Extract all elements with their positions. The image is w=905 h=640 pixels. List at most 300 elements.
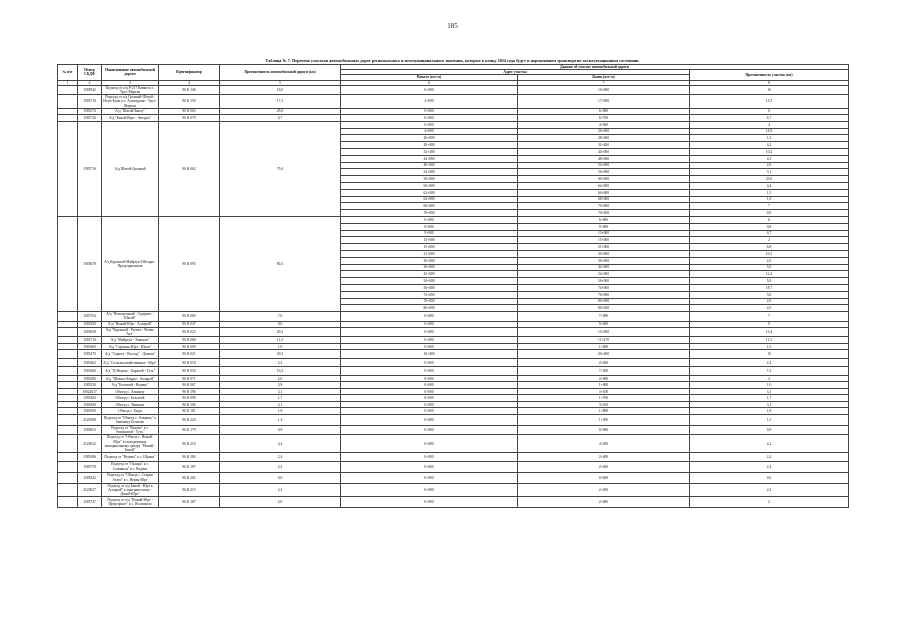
road-ident-cell: 96 К 181 bbox=[159, 408, 220, 415]
segment-length-cell: 6 bbox=[690, 108, 849, 115]
segment-start-cell: 0+000 bbox=[341, 388, 518, 395]
header-address: Адрес участка bbox=[341, 70, 690, 75]
table-row bbox=[58, 461, 849, 472]
road-name-cell: А/д "Ц-Ведено - Харачой - Туть" bbox=[102, 367, 159, 376]
table-row bbox=[58, 483, 849, 497]
road-length-cell: 1,8 bbox=[220, 408, 341, 415]
road-code-cell: 1585658 bbox=[78, 328, 102, 337]
road-name-cell: Объезд с. Хиди bbox=[102, 408, 159, 415]
segment-start-cell: 0+000 bbox=[341, 472, 518, 483]
road-length-cell: 10,2 bbox=[220, 367, 341, 376]
road-ident-cell: 96 К 146 bbox=[159, 85, 220, 94]
segment-start-cell: 62+000 bbox=[341, 189, 518, 196]
segment-end-cell: 7+200 bbox=[518, 367, 690, 376]
road-length-cell: 70,4 bbox=[220, 121, 341, 216]
table-row bbox=[58, 435, 849, 453]
row-number-cell bbox=[58, 425, 78, 434]
segment-start-cell: 0+000 bbox=[341, 382, 518, 389]
row-number-cell bbox=[58, 328, 78, 337]
segment-length-cell: 4,2 bbox=[690, 435, 849, 453]
road-name-cell: А/д "Новогрозный - Гудермес - Шатой" bbox=[102, 312, 159, 321]
road-length-cell: 2,0 bbox=[220, 375, 341, 382]
segment-start-cell: 0+000 bbox=[341, 453, 518, 462]
road-ident-cell: 96 К 069 bbox=[159, 312, 220, 321]
road-ident-cell: 96 К 202 bbox=[159, 472, 220, 483]
segment-start-cell: 0+000 bbox=[341, 395, 518, 402]
segment-start-cell: 0+000 bbox=[341, 414, 518, 425]
road-code-cell: 2120027 bbox=[78, 483, 102, 497]
segment-start-cell: 36+000 bbox=[341, 264, 518, 271]
row-number-cell bbox=[58, 483, 78, 497]
segment-end-cell: 56+000 bbox=[518, 169, 690, 176]
segment-end-cell: 56+000 bbox=[518, 278, 690, 285]
road-name-cell: Объезд с. Эникали bbox=[102, 401, 159, 408]
road-code-cell: 1585464 bbox=[78, 395, 102, 402]
road-name-cell: А/д "Ножай-Юрт - Алларой" bbox=[102, 321, 159, 328]
segment-length-cell: 10,3 bbox=[690, 250, 849, 257]
segment-end-cell: 16+000 bbox=[518, 85, 690, 94]
segment-start-cell: 28+000 bbox=[341, 142, 518, 149]
row-number-cell bbox=[58, 312, 78, 321]
road-name-cell: А/д Шатой-Грозный bbox=[102, 121, 159, 216]
road-code-cell: 1585466 bbox=[78, 367, 102, 376]
segment-length-cell: 6,7 bbox=[690, 115, 849, 122]
segment-length-cell: 4,7 bbox=[690, 230, 849, 237]
segment-length-cell: 0,8 bbox=[690, 223, 849, 230]
segment-start-cell: 30+000 bbox=[341, 257, 518, 264]
segment-end-cell: 54+000 bbox=[518, 271, 690, 278]
road-length-cell: 0,9 bbox=[220, 425, 341, 434]
road-name-cell: Подъезд от "Объезд с. Ахкинчу" к бывшему Бельтою bbox=[102, 414, 159, 425]
road-ident-cell: 96 К 023 bbox=[159, 328, 220, 337]
road-code-cell: 1585747 bbox=[78, 497, 102, 508]
road-length-cell: 4,2 bbox=[220, 435, 341, 453]
row-number-cell bbox=[58, 497, 78, 508]
segment-end-cell: 7+000 bbox=[518, 312, 690, 321]
segment-length-cell: 14,9 bbox=[690, 128, 849, 135]
row-number-cell bbox=[58, 367, 78, 376]
segment-length-cell: 2 bbox=[690, 497, 849, 508]
road-code-cell: 1585490 bbox=[78, 401, 102, 408]
road-ident-cell: 96 К 021 bbox=[159, 350, 220, 359]
road-code-cell: 1585550 bbox=[78, 382, 102, 389]
segment-length-cell: 2 bbox=[690, 375, 849, 382]
road-name-cell: А/д "Курчалой - Регита - Чечен-Аул" bbox=[102, 328, 159, 337]
segment-end-cell: 2+400 bbox=[518, 358, 690, 367]
segment-end-cell: 2+000 bbox=[518, 375, 690, 382]
road-ident-cell: 96 К 063 bbox=[159, 108, 220, 115]
segment-end-cell: 42+000 bbox=[518, 264, 690, 271]
segment-length-cell: 5,0 bbox=[690, 264, 849, 271]
segment-end-cell: 20+400 bbox=[518, 350, 690, 359]
road-code-cell: 1585778 bbox=[78, 461, 102, 472]
road-ident-cell: 96 К 196 bbox=[159, 388, 220, 395]
table-row bbox=[58, 497, 849, 508]
segment-length-cell: 2,6 bbox=[690, 162, 849, 169]
table-row bbox=[58, 414, 849, 425]
road-length-cell: 2,4 bbox=[220, 453, 341, 462]
segment-end-cell: 70+000 bbox=[518, 203, 690, 210]
segment-end-cell: 2+400 bbox=[518, 453, 690, 462]
segment-start-cell: 0+000 bbox=[341, 312, 518, 321]
road-ident-cell: 96 К 187 bbox=[159, 461, 220, 472]
road-name-cell: Подъезд от а/д "Ножай-Юрт - Предгорное" к с. Исламкала bbox=[102, 497, 159, 508]
segment-length-cell: 3,1 bbox=[690, 388, 849, 395]
segment-end-cell: 1+300 bbox=[518, 414, 690, 425]
table-row bbox=[58, 312, 849, 321]
table-row bbox=[58, 121, 849, 128]
page-number: 185 bbox=[447, 22, 458, 30]
road-ident-cell: 96 К 106 bbox=[159, 401, 220, 408]
segment-start-cell: 80+000 bbox=[341, 305, 518, 312]
segment-start-cell: 56+000 bbox=[341, 284, 518, 291]
road-code-cell: 1585574 bbox=[78, 108, 102, 115]
table-row bbox=[58, 95, 849, 109]
segment-end-cell: 21+000 bbox=[518, 244, 690, 251]
segment-end-cell: 9+000 bbox=[518, 321, 690, 328]
road-ident-cell: 96 К 215 bbox=[159, 483, 220, 497]
segment-start-cell: 15+000 bbox=[341, 244, 518, 251]
table-row bbox=[58, 85, 849, 94]
road-length-cell: 17,3 bbox=[220, 95, 341, 109]
segment-length-cell: 2,6 bbox=[690, 298, 849, 305]
row-number-cell bbox=[58, 216, 78, 311]
segment-length-cell: 18,7 bbox=[690, 284, 849, 291]
segment-end-cell: 62+000 bbox=[518, 183, 690, 190]
segment-end-cell: 1+800 bbox=[518, 408, 690, 415]
road-ident-cell: 96 К 071 bbox=[159, 375, 220, 382]
road-name-cell: Подъезд от "Объезд с. Старые Атаги" к с. Верхн-Юрт bbox=[102, 472, 159, 483]
header-index-cell: 5 bbox=[220, 80, 341, 85]
segment-start-cell: 76+000 bbox=[341, 298, 518, 305]
road-length-cell: 3,1 bbox=[220, 401, 341, 408]
road-ident-cell: 96 К 054 bbox=[159, 367, 220, 376]
road-code-cell: 1585450 bbox=[78, 321, 102, 328]
segment-start-cell: 32+400 bbox=[341, 149, 518, 156]
segment-length-cell: 6 bbox=[690, 216, 849, 223]
table-caption: Таблица № 7. Перечень участков автомобильных дорог регионального и межмуниципального значения, которые к концу 2024 года будут в нормативном транспортно-эксплуатационном состоянии bbox=[265, 58, 639, 63]
segment-end-cell: 70+400 bbox=[518, 210, 690, 217]
segment-length-cell: 1,9 bbox=[690, 196, 849, 203]
segment-length-cell: 1,5 bbox=[690, 189, 849, 196]
segment-end-cell: 13+000 bbox=[518, 230, 690, 237]
row-number-cell bbox=[58, 121, 78, 216]
road-length-cell: 25,0 bbox=[220, 108, 341, 115]
segment-length-cell: 1,0 bbox=[690, 382, 849, 389]
segment-length-cell: 10 bbox=[690, 350, 849, 359]
header-index-cell: 6 bbox=[341, 80, 518, 85]
header-segments: Данные об участке автомобильной дороги bbox=[341, 65, 849, 70]
segment-start-cell: 0+000 bbox=[341, 367, 518, 376]
road-code-cell: 1585462 bbox=[78, 358, 102, 367]
road-name-cell: Подъезд от "Ведено" к с. Шуани" bbox=[102, 453, 159, 462]
segment-length-cell: 4,2 bbox=[690, 142, 849, 149]
road-name-cell: Подъезд от "Объезд с. Ножай-Юрт" к молодежному мемориальному центру "Ножай - Беной" bbox=[102, 435, 159, 453]
road-name-cell: Подъезд от "Ведено" к с. Эшилхатой - Туть" bbox=[102, 425, 159, 434]
road-name-cell: А/д "Шовхал-Берды - Алларой" bbox=[102, 375, 159, 382]
segment-end-cell: 28+000 bbox=[518, 135, 690, 142]
segment-end-cell: 4+200 bbox=[518, 435, 690, 453]
segment-start-cell: 48+000 bbox=[341, 162, 518, 169]
segment-length-cell: 10,4 bbox=[690, 149, 849, 156]
segment-start-cell: 70+000 bbox=[341, 210, 518, 217]
segment-end-cell: 76+000 bbox=[518, 291, 690, 298]
road-length-cell: 11,3 bbox=[220, 337, 341, 344]
road-ident-cell: 96 К 047 bbox=[159, 321, 220, 328]
road-length-cell: 16,0 bbox=[220, 85, 341, 94]
header-num: № п/п bbox=[58, 65, 78, 81]
road-length-cell: 20,3 bbox=[220, 350, 341, 359]
road-name-cell: Подъезд от а/д Беной - Юрт к Алларой" к эмигрантскому - Доной-Юрт" bbox=[102, 483, 159, 497]
segment-end-cell: 3+100 bbox=[518, 388, 690, 395]
road-code-cell: 1585542 bbox=[78, 472, 102, 483]
segment-start-cell: 0+000 bbox=[341, 321, 518, 328]
road-code-cell: 1585652 bbox=[78, 425, 102, 434]
road-code-cell: 1585726 bbox=[78, 115, 102, 122]
segment-length-cell: 2,4 bbox=[690, 461, 849, 472]
segment-end-cell: 48+000 bbox=[518, 155, 690, 162]
segment-start-cell: 64+000 bbox=[341, 196, 518, 203]
segment-length-cell: 0,9 bbox=[690, 425, 849, 434]
segment-length-cell: 23,6 bbox=[690, 176, 849, 183]
segment-start-cell: 2+000 bbox=[341, 95, 518, 109]
segment-end-cell: 3+100 bbox=[518, 401, 690, 408]
segment-end-cell: 60+000 bbox=[518, 176, 690, 183]
segment-start-cell: 6+000 bbox=[341, 223, 518, 230]
segment-end-cell: 4+000 bbox=[518, 121, 690, 128]
segment-length-cell: 4,4 bbox=[690, 183, 849, 190]
table-row bbox=[58, 358, 849, 367]
road-code-cell: 1585496 bbox=[78, 375, 102, 382]
road-ident-cell: 96 К 220 bbox=[159, 414, 220, 425]
road-ident-cell: 96 К 210 bbox=[159, 435, 220, 453]
road-code-cell: 1585942 bbox=[78, 85, 102, 94]
segment-length-cell: 7 bbox=[690, 312, 849, 321]
segment-start-cell: 68+000 bbox=[341, 203, 518, 210]
row-number-cell bbox=[58, 350, 78, 359]
road-ident-cell: 96 К 068 bbox=[159, 337, 220, 344]
segment-end-cell: 44+000 bbox=[518, 149, 690, 156]
road-code-cell: 1585500 bbox=[78, 408, 102, 415]
segment-start-cell: 4+000 bbox=[341, 128, 518, 135]
segment-end-cell: 1+000 bbox=[518, 382, 690, 389]
segment-end-cell: 0+600 bbox=[518, 472, 690, 483]
road-length-cell: 2,2 bbox=[220, 483, 341, 497]
row-number-cell bbox=[58, 435, 78, 453]
road-name-cell: А/д "Беной-Верх - Автуры" bbox=[102, 115, 159, 122]
header-name: Наименование автомобильной дороги bbox=[102, 65, 159, 81]
segment-length-cell: 4,5 bbox=[690, 305, 849, 312]
segment-start-cell: 0+000 bbox=[341, 121, 518, 128]
header-index-cell: 1 bbox=[58, 80, 78, 85]
road-name-cell: А/д "Майртуп - Ханкала" bbox=[102, 337, 159, 344]
segment-length-cell: 7,2 bbox=[690, 367, 849, 376]
segment-start-cell: 0+000 bbox=[341, 425, 518, 434]
road-code-cell: 1585460 bbox=[78, 343, 102, 350]
segment-length-cell: 4 bbox=[690, 121, 849, 128]
road-length-cell: 3,1 bbox=[220, 388, 341, 395]
road-name-cell: А/д "Сарысу - Восход" - Дачная" bbox=[102, 350, 159, 359]
road-name-cell: Объезд с. Ахкинчу bbox=[102, 388, 159, 395]
header-index-cell: 2 bbox=[78, 80, 102, 85]
road-ident-cell: 96 К 062 bbox=[159, 121, 220, 216]
segment-start-cell: 42+000 bbox=[341, 271, 518, 278]
road-name-cell: Подъезд от "Оьлара" к с. Салмакхи" в с. Ведено bbox=[102, 461, 159, 472]
road-length-cell: 1,3 bbox=[220, 414, 341, 425]
road-code-cell: 1585716 bbox=[78, 121, 102, 216]
road-length-cell: 3,9 bbox=[220, 382, 341, 389]
header-index-cell: 4 bbox=[159, 80, 220, 85]
road-length-cell: 6,7 bbox=[220, 115, 341, 122]
segment-end-cell: 54+000 bbox=[518, 162, 690, 169]
segment-length-cell: 3,1 bbox=[690, 401, 849, 408]
segment-start-cell: 21+000 bbox=[341, 250, 518, 257]
road-length-cell: 0,6 bbox=[220, 472, 341, 483]
header-seg-length: Протяженность участка (км) bbox=[690, 70, 849, 80]
segment-end-cell: 6+700 bbox=[518, 115, 690, 122]
segment-length-cell: 15,4 bbox=[690, 328, 849, 337]
road-name-cell: А/д Курчалой-Майртуп-Ойсхара - Предгорненская bbox=[102, 216, 159, 311]
segment-end-cell: 1+700 bbox=[518, 395, 690, 402]
road-ident-cell: 96 К 093 bbox=[159, 216, 220, 311]
segment-start-cell: 0+000 bbox=[341, 216, 518, 223]
segment-start-cell: 56+000 bbox=[341, 176, 518, 183]
segment-end-cell: 80+300 bbox=[518, 305, 690, 312]
segment-start-cell: 0+000 bbox=[341, 358, 518, 367]
row-number-cell bbox=[58, 461, 78, 472]
row-number-cell bbox=[58, 453, 78, 462]
header-end: Конец (км+м) bbox=[518, 75, 690, 80]
road-name-cell: А/д "Сержень-Юрт - Шали" bbox=[102, 343, 159, 350]
segment-end-cell: 9+000 bbox=[518, 223, 690, 230]
segment-start-cell: 0+000 bbox=[341, 375, 518, 382]
header-index-cell: 8 bbox=[690, 80, 849, 85]
road-name-cell: Подъезд от а/д Р-217 Кавказ к с. Урус-Мартан bbox=[102, 85, 159, 94]
segment-end-cell: 2+400 bbox=[518, 461, 690, 472]
road-code-cell: 1585678 bbox=[78, 216, 102, 311]
road-code-cell: 2120588 bbox=[78, 414, 102, 425]
segment-end-cell: 17+000 bbox=[518, 95, 690, 109]
segment-length-cell: 1,5 bbox=[690, 135, 849, 142]
road-code-cell: 1585710 bbox=[78, 337, 102, 344]
segment-length-cell: 11,3 bbox=[690, 337, 849, 344]
road-length-cell: 2,0 bbox=[220, 497, 341, 508]
row-number-cell bbox=[58, 472, 78, 483]
row-number-cell bbox=[58, 95, 78, 109]
table-row bbox=[58, 472, 849, 483]
segment-start-cell: 0+000 bbox=[341, 408, 518, 415]
segment-start-cell: 54+000 bbox=[341, 278, 518, 285]
road-length-cell: 1,0 bbox=[220, 343, 341, 350]
segment-length-cell: 2,2 bbox=[690, 483, 849, 497]
road-length-cell: 9,0 bbox=[220, 321, 341, 328]
segment-start-cell: 74+000 bbox=[341, 291, 518, 298]
row-number-cell bbox=[58, 85, 78, 94]
segment-start-cell: 0+000 bbox=[341, 435, 518, 453]
segment-length-cell: 1,0 bbox=[690, 343, 849, 350]
segment-length-cell: 1,8 bbox=[690, 408, 849, 415]
row-number-cell bbox=[58, 414, 78, 425]
row-number-cell bbox=[58, 358, 78, 367]
segment-end-cell: 6+000 bbox=[518, 108, 690, 115]
segment-start-cell: 0+000 bbox=[341, 85, 518, 94]
segment-length-cell: 3,1 bbox=[690, 169, 849, 176]
road-ident-cell: 96 К 067 bbox=[159, 382, 220, 389]
table-row bbox=[58, 425, 849, 434]
header-ident: Идентификатор bbox=[159, 65, 220, 81]
road-ident-cell: 96 К 179 bbox=[159, 425, 220, 434]
table-row bbox=[58, 453, 849, 462]
segment-end-cell: 36+000 bbox=[518, 257, 690, 264]
segment-start-cell: 0+000 bbox=[341, 401, 518, 408]
segment-end-cell: 74+000 bbox=[518, 284, 690, 291]
segment-end-cell: 15+000 bbox=[518, 237, 690, 244]
segment-end-cell: 32+400 bbox=[518, 142, 690, 149]
segment-start-cell: 10+400 bbox=[341, 350, 518, 359]
segment-length-cell: 2,6 bbox=[690, 257, 849, 264]
segment-start-cell: 13+000 bbox=[341, 237, 518, 244]
segment-end-cell: 15+000 bbox=[518, 328, 690, 337]
table-header bbox=[58, 65, 849, 86]
segment-end-cell: 2+000 bbox=[518, 497, 690, 508]
segment-end-cell: 30+000 bbox=[518, 250, 690, 257]
segment-length-cell: 4,5 bbox=[690, 155, 849, 162]
segment-length-cell: 2,4 bbox=[690, 453, 849, 462]
road-ident-cell: 96 К 098 bbox=[159, 395, 220, 402]
header-start: Начало (км+м) bbox=[341, 75, 518, 80]
segment-length-cell: 9 bbox=[690, 321, 849, 328]
segment-start-cell: 0+000 bbox=[341, 337, 518, 344]
road-ident-cell: 96 К 018 bbox=[159, 358, 220, 367]
road-ident-cell: 96 К 009 bbox=[159, 343, 220, 350]
road-code-cell: 1585470 bbox=[78, 350, 102, 359]
segment-start-cell: 44+000 bbox=[341, 155, 518, 162]
segment-end-cell: 64+000 bbox=[518, 189, 690, 196]
segment-length-cell: 0,6 bbox=[690, 472, 849, 483]
road-ident-cell: 96 К 184 bbox=[159, 453, 220, 462]
table-body bbox=[58, 85, 849, 507]
road-length-cell: 2,4 bbox=[220, 461, 341, 472]
segment-length-cell: 3,0 bbox=[690, 291, 849, 298]
segment-end-cell: 68+000 bbox=[518, 196, 690, 203]
road-length-cell: 80,3 bbox=[220, 216, 341, 311]
road-length-cell: 20,2 bbox=[220, 328, 341, 337]
roads-table bbox=[57, 64, 849, 508]
segment-start-cell: 0+000 bbox=[341, 461, 518, 472]
segment-end-cell: 11+470 bbox=[518, 337, 690, 344]
segment-length-cell: 2,4 bbox=[690, 358, 849, 367]
segment-start-cell: 26+000 bbox=[341, 135, 518, 142]
segment-start-cell: 0+000 bbox=[341, 497, 518, 508]
segment-length-cell: 1,7 bbox=[690, 395, 849, 402]
road-length-cell: 1,7 bbox=[220, 395, 341, 402]
road-length-cell: 2,4 bbox=[220, 358, 341, 367]
segment-length-cell: 5,9 bbox=[690, 278, 849, 285]
segment-length-cell: 2 bbox=[690, 237, 849, 244]
header-index-cell: 3 bbox=[102, 80, 159, 85]
segment-start-cell: 0+000 bbox=[341, 108, 518, 115]
segment-length-cell: 1,3 bbox=[690, 414, 849, 425]
table-row bbox=[58, 328, 849, 337]
segment-start-cell: 9+000 bbox=[341, 230, 518, 237]
road-ident-cell: 96 К 150 bbox=[159, 95, 220, 109]
segment-end-cell: 80+000 bbox=[518, 298, 690, 305]
segment-start-cell: 0+000 bbox=[341, 115, 518, 122]
road-name-cell: А/д "Сельскохозяйственное - Юрт" bbox=[102, 358, 159, 367]
segment-length-cell: 12,4 bbox=[690, 271, 849, 278]
road-code-cell: 2120022 bbox=[78, 435, 102, 453]
segment-start-cell: 0+000 bbox=[341, 343, 518, 350]
